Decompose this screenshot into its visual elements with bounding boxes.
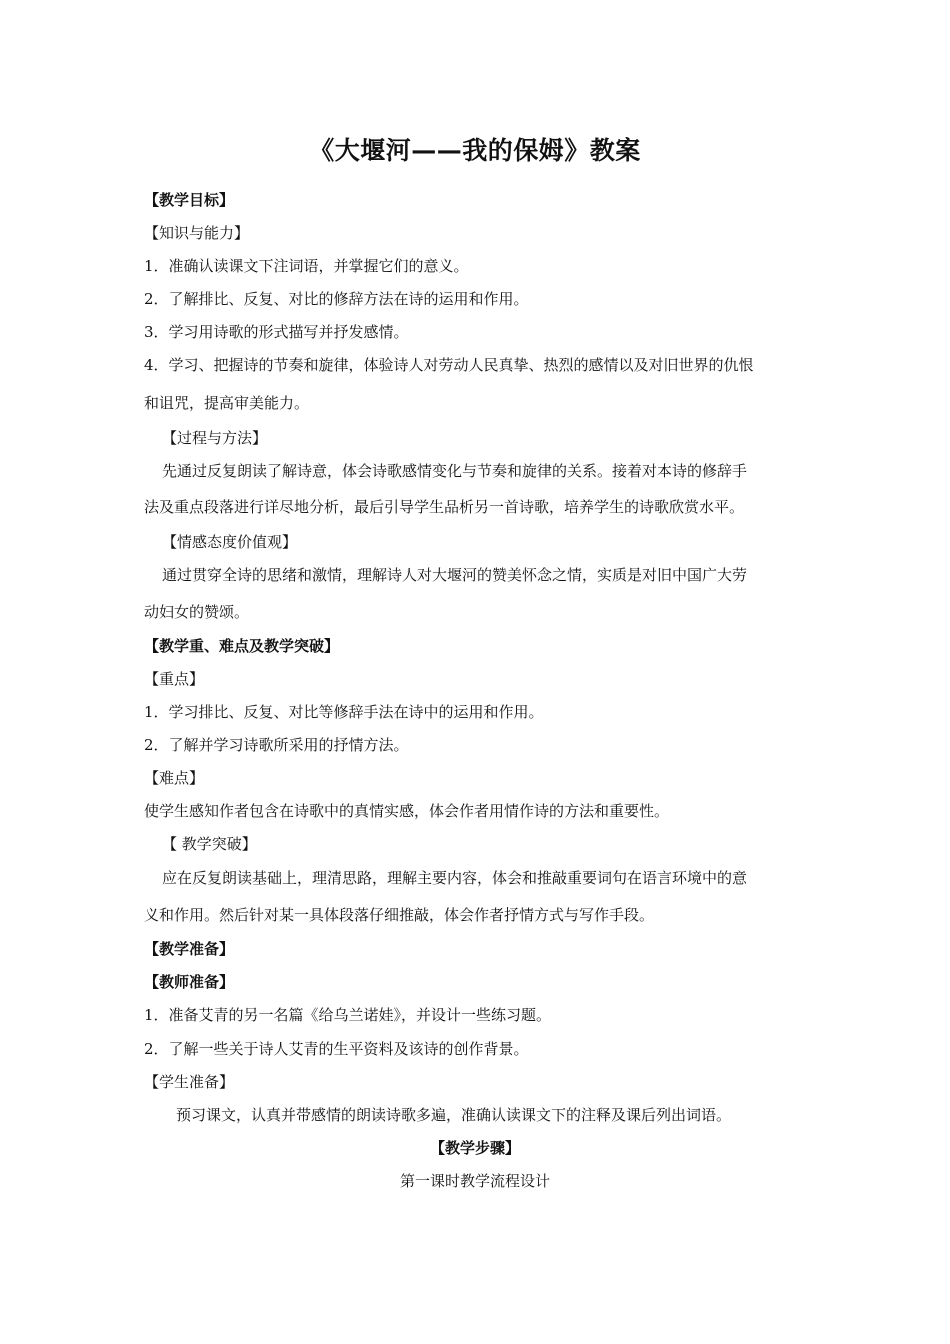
process-paragraph-line-1: 先通过反复朗读了解诗意，体会诗歌感情变化与节奏和旋律的关系。接着对本诗的修辞手: [162, 462, 748, 480]
heading-key-difficult-points: 【教学重、难点及教学突破】: [144, 637, 340, 655]
subheading-difficult-points: 【难点】: [144, 769, 205, 787]
heading-teaching-goals: 【教学目标】: [144, 191, 235, 209]
goal-item-2: 2．了解排比、反复、对比的修辞方法在诗的运用和作用。: [144, 290, 529, 308]
subheading-teacher-preparation: 【教师准备】: [144, 973, 235, 991]
teacher-prep-item-2: 2．了解一些关于诗人艾青的生平资料及该诗的创作背景。: [144, 1040, 529, 1058]
goal-item-3: 3．学习用诗歌的形式描写并抒发感情。: [144, 323, 409, 341]
student-prep-text: 预习课文，认真并带感情的朗读诗歌多遍，准确认读课文下的注释及课后列出词语。: [176, 1106, 732, 1124]
difficult-point-text: 使学生感知作者包含在诗歌中的真情实感，体会作者用情作诗的方法和重要性。: [144, 802, 670, 820]
emotion-paragraph-line-2: 动妇女的赞颂。: [144, 603, 250, 621]
teacher-prep-item-1: 1．准备艾青的另一名篇《给乌兰诺娃》，并设计一些练习题。: [144, 1006, 552, 1024]
process-paragraph-line-2: 法及重点段落进行详尽地分析，最后引导学生品析另一首诗歌，培养学生的诗歌欣赏水平。: [144, 498, 745, 516]
breakthrough-paragraph-line-1: 应在反复朗读基础上，理清思路，理解主要内容，体会和推敲重要词句在语言环境中的意: [162, 869, 748, 887]
key-point-item-2: 2．了解并学习诗歌所采用的抒情方法。: [144, 736, 409, 754]
goal-item-1: 1．准确认读课文下注词语，并掌握它们的意义。: [144, 257, 469, 275]
first-lesson-flow-title: 第一课时教学流程设计: [399, 1172, 550, 1190]
subheading-emotion-values: 【情感态度价值观】: [162, 533, 298, 551]
subheading-student-preparation: 【学生准备】: [144, 1073, 235, 1091]
subheading-teaching-breakthrough: 【 教学突破】: [162, 835, 257, 853]
goal-item-4-continued: 和诅咒，提高审美能力。: [144, 394, 310, 412]
emotion-paragraph-line-1: 通过贯穿全诗的思绪和激情，理解诗人对大堰河的赞美怀念之情，实质是对旧中国广大劳: [162, 566, 748, 584]
document-title: 《大堰河——我的保姆》教案: [309, 136, 641, 165]
heading-teaching-steps: 【教学步骤】: [429, 1139, 520, 1157]
subheading-process-method: 【过程与方法】: [162, 429, 268, 447]
goal-item-4: 4．学习、把握诗的节奏和旋律，体验诗人对劳动人民真挚、热烈的感情以及对旧世界的仇恨: [144, 356, 754, 374]
breakthrough-paragraph-line-2: 义和作用。然后针对某一具体段落仔细推敲，体会作者抒情方式与写作手段。: [144, 906, 655, 924]
subheading-key-points: 【重点】: [144, 670, 205, 688]
key-point-item-1: 1．学习排比、反复、对比等修辞手法在诗中的运用和作用。: [144, 703, 544, 721]
subheading-knowledge-ability: 【知识与能力】: [144, 224, 250, 242]
heading-teaching-preparation: 【教学准备】: [144, 940, 235, 958]
